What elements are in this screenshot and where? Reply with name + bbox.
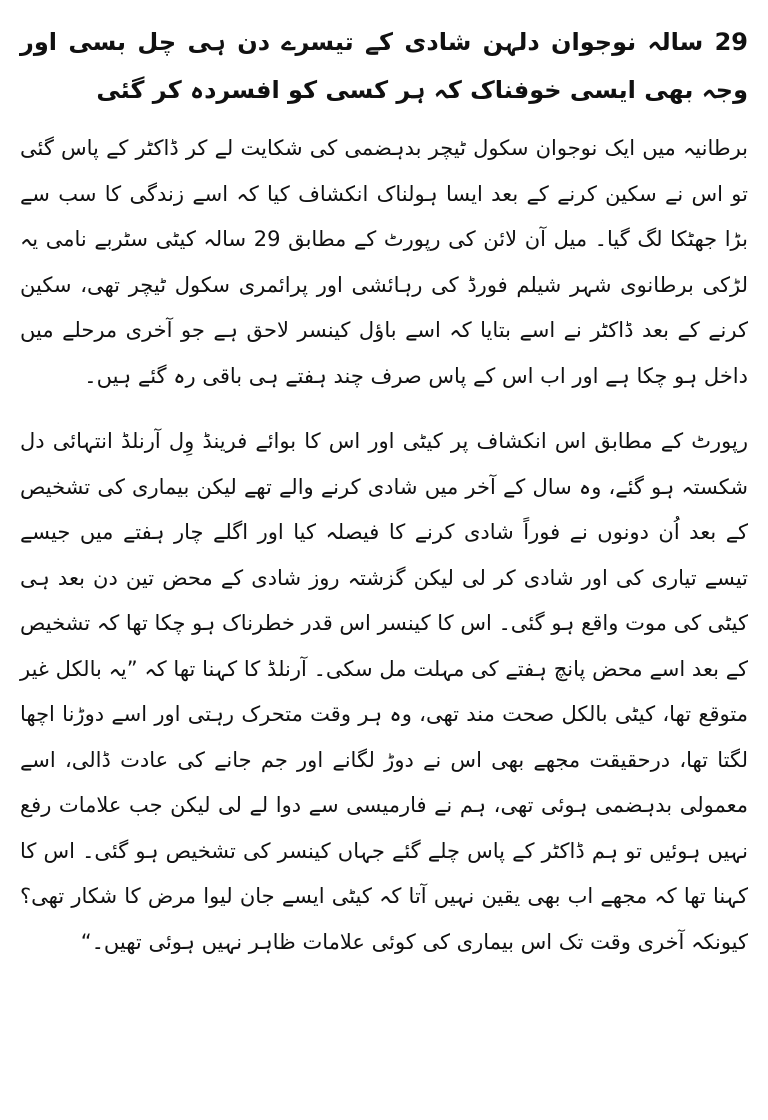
article xyxy=(20,18,748,965)
article-headline: 29 سالہ نوجوان دلہن شادی کے تیسرے دن ہی چل بسی اور وجہ بھی ایسی خوفناک کہ ہر کسی کو افسردہ کر گئی xyxy=(20,28,748,104)
article-paragraph-2: رپورٹ کے مطابق اس انکشاف پر کیٹی اور اس کا بوائے فرینڈ وِل آرنلڈ انتہائی دل شکستہ ہو گئے، وہ سال کے آخر میں شادی کرنے والے تھے لیکن بیماری کی تشخیص کے بعد اُن دونوں نے فوراً شادی کرنے کا فیصلہ کیا اور اگلے چار ہفتے میں جیسے تیسے تیاری کی اور شادی کر لی لیکن گزشتہ روز شادی کے محض تین دن بعد ہی کیٹی کی موت واقع ہو گئی۔ اس کا کینسر اس قدر خطرناک ہو چکا تھا کہ تشخیص کے بعد اسے محض پانچ ہفتے کی مہلت مل سکی۔ آرنلڈ کا کہنا تھا کہ ”یہ بالکل غیر متوقع تھا، کیٹی بالکل صحت مند تھی، وہ ہر وقت متحرک رہتی اور اسے دوڑنا اچھا لگتا تھا، درحقیقت مجھے بھی اس نے دوڑ لگانے اور جم جانے کی عادت ڈالی، اسے معمولی بدہضمی ہوئی تھی، ہم نے فارمیسی سے دوا لے لی لیکن جب علامات رفع نہیں ہوئیں تو ہم ڈاکٹر کے پاس چلے گئے جہاں کینسر کی تشخیص ہو گئی۔ اس کا کہنا تھا کہ مجھے اب بھی یقین نہیں آتا کہ کیٹی ایسے جان لیوا مرض کا شکار تھی؟ کیونکہ آخری وقت تک اس بیماری کی کوئی علامات ظاہر نہیں ہوئی تھیں۔“ xyxy=(20,429,748,954)
article-paragraph-1: برطانیہ میں ایک نوجوان سکول ٹیچر بدہضمی کی شکایت لے کر ڈاکٹر کے پاس گئی تو اس نے سکین کرنے کے بعد ایسا ہولناک انکشاف کیا کہ اسے زندگی کا سب سے بڑا جھٹکا لگ گیا۔ میل آن لائن کی رپورٹ کے مطابق 29 سالہ کیٹی سٹربے نامی یہ لڑکی برطانوی شہر شیلم فورڈ کی رہائشی اور پرائمری سکول ٹیچر تھی، سکین کرنے کے بعد ڈاکٹر نے اسے بتایا کہ اسے باؤل کینسر لاحق ہے جو آخری مرحلے میں داخل ہو چکا ہے اور اب اس کے پاس صرف چند ہفتے ہی باقی رہ گئے ہیں۔ xyxy=(20,136,748,388)
